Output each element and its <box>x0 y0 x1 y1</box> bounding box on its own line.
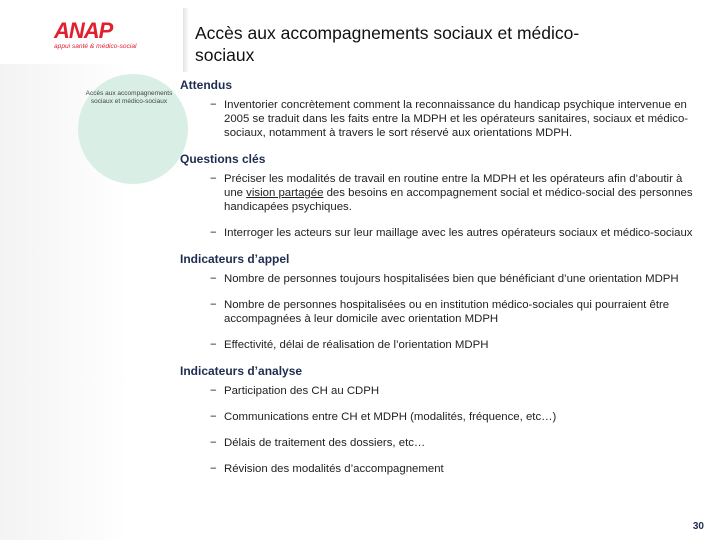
section-title-questions: Questions clés <box>180 152 266 166</box>
section-title-attendus: Attendus <box>180 78 232 92</box>
list-item-text: des besoins en accompagnement social et médico-social des personnes handicapées psychiques. <box>224 187 693 213</box>
underlined-phrase: vision partagée <box>246 187 324 199</box>
list-item-text: Préciser les modalités de travail en routine entre la MDPH et les opérateurs afin d’aboutir à une <box>224 173 683 199</box>
list-item: − Nombre de personnes hospitalisées ou en institution médico-sociales qui pourraient être accompagnées à leur domicile avec orientation MDPH <box>180 298 700 326</box>
section-title-appel: Indicateurs d’appel <box>180 252 290 266</box>
list-item: − Participation des CH au CDPH <box>180 384 700 398</box>
list-item: − Inventorier concrètement comment la reconnaissance du handicap psychique intervenue en 2005 se traduit dans les faits entre la MDPH et les opérateurs sanitaires, sociaux et médico-sociaux, notamment à travers le sort réservé aux orientations MDPH. <box>180 98 700 140</box>
page-number: 30 <box>692 521 704 532</box>
logo <box>0 0 184 64</box>
list-item: − Délais de traitement des dossiers, etc… <box>180 436 700 450</box>
svg-text:appui santé & médico-social: appui santé & médico-social <box>54 43 137 50</box>
list-item: − Communications entre CH et MDPH (modalités, fréquence, etc…) <box>180 410 700 424</box>
page-title: Accès aux accompagnements sociaux et médico-sociaux <box>195 23 580 65</box>
list-appel <box>180 272 700 352</box>
list-item: − Interroger les acteurs sur leur maillage avec les autres opérateurs sociaux et médico-sociaux <box>180 226 700 240</box>
section-title-analyse: Indicateurs d’analyse <box>180 364 303 378</box>
list-analyse <box>180 384 700 476</box>
list-item: − Effectivité, délai de réalisation de l’orientation MDPH <box>180 338 700 352</box>
svg-text:ANAP: ANAP <box>54 18 113 43</box>
list-questions <box>180 172 700 240</box>
list-item: − Nombre de personnes toujours hospitalisées bien que bénéficiant d’une orientation MDPH <box>180 272 700 286</box>
section-badge-label: Accès aux accompagnements sociaux et médico-sociaux <box>85 90 173 105</box>
list-item: − Révision des modalités d’accompagnement <box>180 462 700 476</box>
header-divider <box>183 8 189 72</box>
list-attendus <box>180 98 700 140</box>
list-item <box>180 172 700 214</box>
anap-logo-icon <box>52 18 152 50</box>
main-content <box>180 78 700 488</box>
header <box>0 0 720 80</box>
